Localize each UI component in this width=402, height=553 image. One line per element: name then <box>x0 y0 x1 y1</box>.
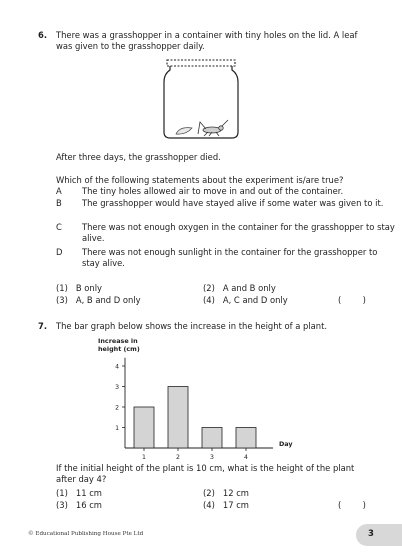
option-b <box>56 198 386 220</box>
answer-choice-1[interactable] <box>56 283 102 294</box>
answer-text: 17 cm <box>222 500 249 510</box>
plant-height-bar-chart <box>96 334 316 464</box>
option-text: There was not enough sunlight in the container for the grasshopper to stay alive. <box>82 247 378 268</box>
answer-choice-4[interactable] <box>203 295 288 306</box>
option-d <box>56 247 386 269</box>
answer-number: (4) <box>203 500 215 510</box>
option-text: The tiny holes allowed air to move in and out of the container. <box>82 186 344 196</box>
y-axis-label-line1: Increase in <box>98 337 138 345</box>
answer-choice-3[interactable] <box>56 500 102 511</box>
option-c <box>56 222 395 244</box>
bar <box>134 407 154 448</box>
answer-number: (2) <box>203 488 215 498</box>
bar <box>202 428 222 449</box>
option-letter: A <box>56 186 62 196</box>
option-text: The grasshopper would have stayed alive if some water was given to it. <box>82 198 384 208</box>
answer-text: 16 cm <box>75 500 102 510</box>
option-letter: D <box>56 247 63 257</box>
option-letter: C <box>56 222 62 232</box>
question-6-stem-line1: There was a grasshopper in a container with tiny holes on the lid. A leaf <box>56 30 358 40</box>
page-number: 3 <box>368 529 374 539</box>
answer-number: (3) <box>56 295 68 305</box>
answer-number: (2) <box>203 283 215 293</box>
answer-number: (1) <box>56 283 68 293</box>
answer-text: 11 cm <box>75 488 102 498</box>
answer-text: A, C and D only <box>222 295 288 305</box>
answer-bracket[interactable]: ( ) <box>338 295 366 305</box>
question-6-stem-line2: was given to the grasshopper daily. <box>56 41 205 51</box>
question-6-observation: After three days, the grasshopper died. <box>56 152 221 162</box>
answer-text: B only <box>75 283 102 293</box>
answer-bracket[interactable]: ( ) <box>338 500 366 510</box>
answer-text: 12 cm <box>222 488 249 498</box>
question-6-prompt: Which of the following statements about the experiment is/are true? <box>56 175 344 185</box>
y-tick-label: 2 <box>115 404 119 412</box>
x-tick-label: 3 <box>210 454 214 461</box>
question-7-stem: The bar graph below shows the increase in the height of a plant. <box>56 321 328 331</box>
question-6-number: 6. <box>38 30 48 40</box>
answer-choice-3[interactable] <box>56 295 141 306</box>
y-tick-label: 3 <box>115 383 119 391</box>
answer-choice-1[interactable] <box>56 488 102 499</box>
option-letter: B <box>56 198 62 208</box>
question-7-prompt-line1: If the initial height of the plant is 10 cm, what is the height of the plant <box>56 463 355 473</box>
x-tick-label: 2 <box>176 454 180 461</box>
answer-choice-2[interactable] <box>203 488 249 499</box>
page-number-tab <box>356 524 402 546</box>
y-tick-label: 4 <box>115 363 119 371</box>
question-7-number: 7. <box>38 321 48 331</box>
x-tick-label: 1 <box>142 454 146 461</box>
copyright-footer: © Educational Publishing House Pte Ltd <box>28 531 144 537</box>
answer-choice-2[interactable] <box>203 283 276 294</box>
x-tick-label: 4 <box>244 454 248 461</box>
question-7-prompt-line2: after day 4? <box>56 474 107 484</box>
option-text: There was not enough oxygen in the container for the grasshopper to stay alive. <box>82 222 395 243</box>
y-tick-label: 1 <box>115 424 119 432</box>
grasshopper-icon <box>198 120 228 136</box>
answer-text: A, B and D only <box>75 295 141 305</box>
option-a <box>56 186 386 198</box>
answer-text: A and B only <box>222 283 276 293</box>
answer-number: (4) <box>203 295 215 305</box>
answer-number: (1) <box>56 488 68 498</box>
x-axis-label: Day <box>279 440 293 448</box>
bar <box>168 387 188 449</box>
bar <box>236 428 256 449</box>
answer-choice-4[interactable] <box>203 500 249 511</box>
y-axis-label-line2: height (cm) <box>98 345 140 353</box>
answer-number: (3) <box>56 500 68 510</box>
grasshopper-jar-illustration <box>162 56 240 142</box>
